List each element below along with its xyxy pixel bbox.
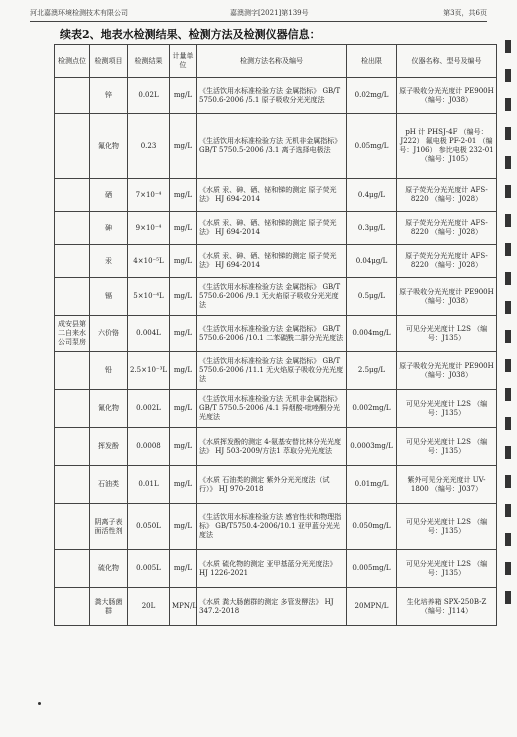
result-cell: 0.002L <box>128 390 170 428</box>
table-row <box>55 278 497 316</box>
unit-cell: mg/L <box>170 212 197 245</box>
item-cell: 硫化物 <box>90 550 128 588</box>
col-header: 检测结果 <box>128 45 170 78</box>
instrument-cell: 原子吸收分光光度计 PE900H （编号：J038） <box>397 78 497 114</box>
result-cell: 0.02L <box>128 78 170 114</box>
table-row <box>55 504 497 550</box>
col-header: 计量单位 <box>170 45 197 78</box>
location-cell <box>55 588 90 626</box>
unit-cell: mg/L <box>170 278 197 316</box>
limit-cell: 0.04μg/L <box>347 245 397 278</box>
result-cell: 5×10⁻⁴L <box>128 278 170 316</box>
location-cell: 成安县第二自来水公司泵房 <box>55 316 90 352</box>
result-cell: 20L <box>128 588 170 626</box>
method-cell: 《生活饮用水标准检验方法 感官性状和物理指标》 GB/T5750.4-2006/10.1 亚甲蓝分光光度法 <box>197 504 347 550</box>
location-cell <box>55 550 90 588</box>
method-cell: 《生活饮用水标准检验方法 无机非金属指标》 GB/T 5750.5-2006 /4.1 异烟酸-吡唑酮分光光度法 <box>197 390 347 428</box>
table-row <box>55 428 497 466</box>
unit-cell: MPN/L <box>170 588 197 626</box>
location-cell <box>55 114 90 179</box>
instrument-cell: 原子吸收分光光度计 PE900H （编号：J038） <box>397 278 497 316</box>
method-cell: 《生活饮用水标准检验方法 金属指标》 GB/T 5750.6-2006 /11.1 无火焰原子吸收分光光度法 <box>197 352 347 390</box>
result-cell: 0.23 <box>128 114 170 179</box>
item-cell: 铅 <box>90 352 128 390</box>
item-cell: 粪大肠菌群 <box>90 588 128 626</box>
page-number: 第3页，共6页 <box>443 9 487 17</box>
unit-cell: mg/L <box>170 114 197 179</box>
result-cell: 0.004L <box>128 316 170 352</box>
unit-cell: mg/L <box>170 550 197 588</box>
location-cell <box>55 504 90 550</box>
unit-cell: mg/L <box>170 352 197 390</box>
table-row <box>55 179 497 212</box>
instrument-cell: 可见分光光度计 L2S （编号：J135） <box>397 316 497 352</box>
method-cell: 《生活饮用水标准检验方法 金属指标》 GB/T 5750.6-2006 /10.1 二苯碳酰二肼分光光度法 <box>197 316 347 352</box>
table-row <box>55 212 497 245</box>
limit-cell: 0.3μg/L <box>347 212 397 245</box>
result-cell: 0.01L <box>128 466 170 504</box>
limit-cell: 2.5μg/L <box>347 352 397 390</box>
method-cell: 《水质 硫化物的测定 亚甲基蓝分光光度法》 HJ 1226-2021 <box>197 550 347 588</box>
result-cell: 2.5×10⁻³L <box>128 352 170 390</box>
limit-cell: 0.004mg/L <box>347 316 397 352</box>
location-cell <box>55 390 90 428</box>
instrument-cell: 紫外可见分光光度计 UV-1800 （编号：J037） <box>397 466 497 504</box>
method-cell: 《水质 汞、砷、硒、铋和锑的测定 原子荧光法》 HJ 694-2014 <box>197 245 347 278</box>
col-header: 检出限 <box>347 45 397 78</box>
scan-speck <box>38 702 41 705</box>
result-cell: 4×10⁻⁵L <box>128 245 170 278</box>
col-header: 仪器名称、型号及编号 <box>397 45 497 78</box>
method-cell: 《生活饮用水标准检验方法 金属指标》 GB/T 5750.6-2006 /9.1 无火焰原子吸收分光光度法 <box>197 278 347 316</box>
table-row <box>55 466 497 504</box>
limit-cell: 0.050mg/L <box>347 504 397 550</box>
limit-cell: 0.0003mg/L <box>347 428 397 466</box>
table-row <box>55 390 497 428</box>
item-cell: 汞 <box>90 245 128 278</box>
table-row <box>55 114 497 179</box>
location-cell <box>55 78 90 114</box>
limit-cell: 20MPN/L <box>347 588 397 626</box>
table-row <box>55 245 497 278</box>
instrument-cell: 原子吸收分光光度计 PE900H （编号：J038） <box>397 352 497 390</box>
method-cell: 《生活饮用水标准检验方法 金属指标》 GB/T 5750.6-2006 /5.1 原子吸收分光光度法 <box>197 78 347 114</box>
item-cell: 氟化物 <box>90 114 128 179</box>
col-header: 检测点位 <box>55 45 90 78</box>
instrument-cell: 原子荧光分光光度计 AFS-8220 （编号：J028） <box>397 179 497 212</box>
col-header: 检测项目 <box>90 45 128 78</box>
limit-cell: 0.4μg/L <box>347 179 397 212</box>
instrument-cell: 原子荧光分光光度计 AFS-8220 （编号：J028） <box>397 212 497 245</box>
result-cell: 0.0008 <box>128 428 170 466</box>
method-cell: 《水质 石油类的测定 紫外分光光度法（试行）》 HJ 970-2018 <box>197 466 347 504</box>
item-cell: 硒 <box>90 179 128 212</box>
limit-cell: 0.005mg/L <box>347 550 397 588</box>
location-cell <box>55 212 90 245</box>
header-divider <box>30 21 487 22</box>
location-cell <box>55 428 90 466</box>
result-cell: 7×10⁻⁴ <box>128 179 170 212</box>
method-cell: 《水质挥发酚的测定 4-氨基安替比林分光光度法》 HJ 503-2009/方法1 萃取分光光度法 <box>197 428 347 466</box>
instrument-cell: 可见分光光度计 L2S （编号：J135） <box>397 428 497 466</box>
unit-cell: mg/L <box>170 428 197 466</box>
location-cell <box>55 278 90 316</box>
unit-cell: mg/L <box>170 466 197 504</box>
unit-cell: mg/L <box>170 179 197 212</box>
method-cell: 《水质 汞、砷、硒、铋和锑的测定 原子荧光法》 HJ 694-2014 <box>197 212 347 245</box>
binding-marks <box>505 40 512 620</box>
instrument-cell: pH 计 PHSJ-4F （编号：J222） 氟电极 PF-2-01 （编号：J106） 参比电极 232-01 （编号：J105） <box>397 114 497 179</box>
report-number: 嘉澳测字[2021]第139号 <box>230 9 309 17</box>
item-cell: 砷 <box>90 212 128 245</box>
instrument-cell: 生化培养箱 SPX-250B-Z （编号：J114） <box>397 588 497 626</box>
result-cell: 9×10⁻⁴ <box>128 212 170 245</box>
result-cell: 0.005L <box>128 550 170 588</box>
item-cell: 六价铬 <box>90 316 128 352</box>
result-cell: 0.050L <box>128 504 170 550</box>
location-cell <box>55 466 90 504</box>
unit-cell: mg/L <box>170 245 197 278</box>
item-cell: 氰化物 <box>90 390 128 428</box>
instrument-cell: 可见分光光度计 L2S （编号：J135） <box>397 504 497 550</box>
item-cell: 石油类 <box>90 466 128 504</box>
table-header-row <box>55 45 497 78</box>
item-cell: 阴离子表面活性剂 <box>90 504 128 550</box>
company-name: 河北嘉澳环境检测技术有限公司 <box>30 9 128 17</box>
method-cell: 《生活饮用水标准检验方法 无机非金属指标》 GB/T 5750.5-2006 /3.1 离子选择电极法 <box>197 114 347 179</box>
limit-cell: 0.01mg/L <box>347 466 397 504</box>
unit-cell: mg/L <box>170 316 197 352</box>
page-header <box>30 8 487 22</box>
unit-cell: mg/L <box>170 78 197 114</box>
item-cell: 锌 <box>90 78 128 114</box>
method-cell: 《水质 汞、砷、硒、铋和锑的测定 原子荧光法》 HJ 694-2014 <box>197 179 347 212</box>
unit-cell: mg/L <box>170 390 197 428</box>
location-cell <box>55 245 90 278</box>
limit-cell: 0.05mg/L <box>347 114 397 179</box>
unit-cell: mg/L <box>170 504 197 550</box>
table-row <box>55 352 497 390</box>
limit-cell: 0.5μg/L <box>347 278 397 316</box>
location-cell <box>55 352 90 390</box>
location-cell <box>55 179 90 212</box>
table-title: 续表2、地表水检测结果、检测方法及检测仪器信息： <box>60 28 321 41</box>
item-cell: 镉 <box>90 278 128 316</box>
item-cell: 挥发酚 <box>90 428 128 466</box>
limit-cell: 0.002mg/L <box>347 390 397 428</box>
table-row <box>55 550 497 588</box>
method-cell: 《水质 粪大肠菌群的测定 多管发酵法》 HJ 347.2-2018 <box>197 588 347 626</box>
instrument-cell: 原子荧光分光光度计 AFS-8220 （编号：J028） <box>397 245 497 278</box>
table-row <box>55 78 497 114</box>
instrument-cell: 可见分光光度计 L2S （编号：J135） <box>397 550 497 588</box>
table-row <box>55 588 497 626</box>
instrument-cell: 可见分光光度计 L2S （编号：J135） <box>397 390 497 428</box>
col-header: 检测方法名称及编号 <box>197 45 347 78</box>
limit-cell: 0.02mg/L <box>347 78 397 114</box>
table-row <box>55 316 497 352</box>
results-table <box>54 44 497 626</box>
